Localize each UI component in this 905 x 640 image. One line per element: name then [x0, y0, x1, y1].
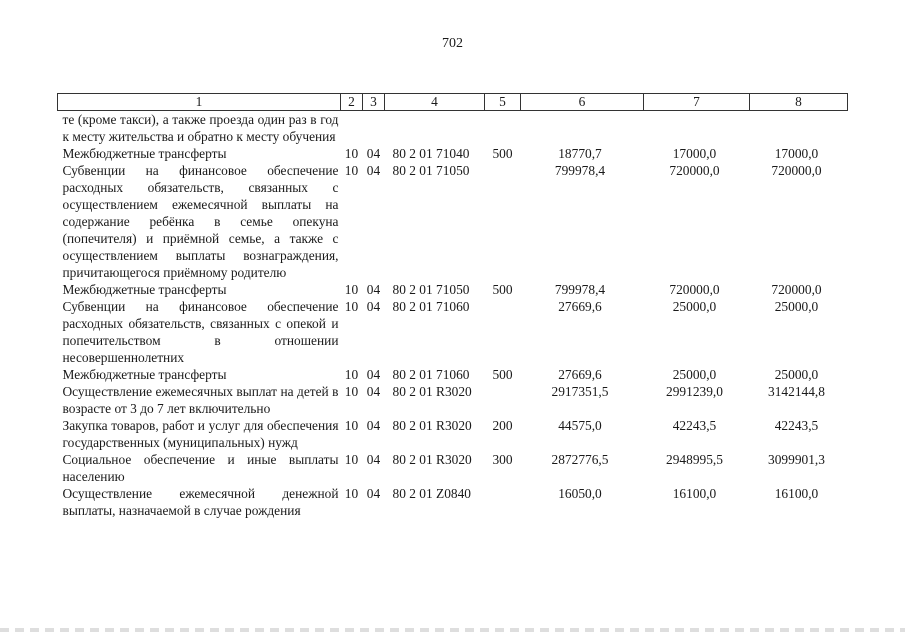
scan-edge-artifact — [0, 628, 905, 632]
row-subsection-cell: 04 — [366, 146, 381, 161]
row-name-cell: Осуществление ежемесячной денежной выплаты, назначаемой в случае рождения — [62, 486, 339, 518]
row-name-cell: Закупка товаров, работ и услуг для обеспечения государственных (муниципальных) нужд — [62, 418, 339, 450]
row-year-1-cell: 799978,4 — [554, 282, 606, 297]
row-year-3-cell: 16100,0 — [774, 486, 819, 501]
row-expense-type-cell: 300 — [492, 452, 513, 467]
row-year-2-cell: 17000,0 — [672, 146, 717, 161]
row-subsection-cell: 04 — [366, 163, 381, 178]
row-year-1-cell: 16050,0 — [558, 486, 602, 501]
row-year-3-cell: 3099901,3 — [768, 452, 825, 467]
row-expense-type-cell — [485, 162, 521, 281]
row-subsection-cell: 04 — [366, 367, 381, 382]
row-target-article-cell: 80 2 01 Z0840 — [392, 486, 471, 501]
row-year-1-cell: 2872776,5 — [551, 452, 609, 467]
table-row — [58, 383, 848, 417]
row-year-2-cell — [644, 111, 750, 146]
row-section-cell: 10 — [344, 418, 359, 433]
row-year-2-cell: 25000,0 — [672, 299, 717, 314]
table-row — [58, 451, 848, 485]
row-year-1-cell: 44575,0 — [558, 418, 602, 433]
table-row — [58, 298, 848, 366]
row-section-cell — [341, 111, 363, 146]
row-year-2-cell: 42243,5 — [672, 418, 717, 433]
row-subsection-cell — [363, 111, 385, 146]
table-row — [58, 145, 848, 162]
row-subsection-cell: 04 — [366, 384, 381, 399]
column-header-expense-type: 5 — [485, 94, 521, 111]
row-subsection-cell: 04 — [366, 486, 381, 501]
row-year-1-cell: 18770,7 — [558, 146, 602, 161]
row-name-cell: Социальное обеспечение и иные выплаты населению — [62, 452, 339, 484]
row-expense-type-cell — [485, 485, 521, 519]
column-header-year-1: 6 — [521, 94, 644, 111]
table-row — [58, 111, 848, 146]
page-number: 702 — [442, 36, 463, 51]
table-body — [58, 111, 848, 520]
row-year-3-cell: 720000,0 — [771, 163, 822, 178]
row-year-3-cell: 3142144,8 — [768, 384, 825, 399]
row-year-3-cell: 42243,5 — [774, 418, 819, 433]
budget-table — [57, 93, 848, 519]
row-name-cell: Межбюджетные трансферты — [62, 282, 227, 297]
row-section-cell: 10 — [344, 282, 359, 297]
row-expense-type-cell — [485, 111, 521, 146]
row-target-article-cell: 80 2 01 R3020 — [392, 384, 472, 399]
row-year-1-cell — [521, 111, 644, 146]
row-year-1-cell: 27669,6 — [558, 367, 602, 382]
row-name-cell: те (кроме такси), а также проезда один раз в год к месту жительства и обратно к месту обучения — [62, 112, 339, 144]
row-name-cell: Межбюджетные трансферты — [62, 367, 227, 382]
row-subsection-cell: 04 — [366, 282, 381, 297]
column-header-year-3: 8 — [750, 94, 848, 111]
row-year-2-cell: 25000,0 — [672, 367, 717, 382]
row-year-2-cell: 2991239,0 — [666, 384, 723, 399]
row-target-article-cell: 80 2 01 R3020 — [392, 418, 472, 433]
row-expense-type-cell — [485, 298, 521, 366]
table-header-row — [58, 94, 848, 111]
table-row — [58, 485, 848, 519]
column-header-target-article: 4 — [385, 94, 485, 111]
column-header-name: 1 — [58, 94, 341, 111]
row-target-article-cell: 80 2 01 R3020 — [392, 452, 472, 467]
row-section-cell: 10 — [344, 486, 359, 501]
row-expense-type-cell: 500 — [492, 367, 513, 382]
row-subsection-cell: 04 — [366, 452, 381, 467]
row-expense-type-cell — [485, 383, 521, 417]
row-target-article-cell: 80 2 01 71060 — [392, 299, 470, 314]
row-year-3-cell: 720000,0 — [771, 282, 822, 297]
row-target-article-cell: 80 2 01 71050 — [392, 282, 470, 297]
row-section-cell: 10 — [344, 146, 359, 161]
table-row — [58, 162, 848, 281]
table-row — [58, 417, 848, 451]
row-section-cell: 10 — [344, 367, 359, 382]
row-section-cell: 10 — [344, 452, 359, 467]
row-year-2-cell: 720000,0 — [669, 163, 720, 178]
row-year-1-cell: 799978,4 — [554, 163, 606, 178]
row-year-2-cell: 2948995,5 — [666, 452, 723, 467]
row-name-cell: Межбюджетные трансферты — [62, 146, 227, 161]
row-section-cell: 10 — [344, 384, 359, 399]
row-name-cell: Субвенции на финансовое обеспечение расходных обязательств, связанных с осуществлением ежемесячной выплаты на содержание ребёнка в семье опекуна (попечителя) и приёмной семье, а также с осуществлением выплаты вознаграждения, причитающегося приёмному родителю — [62, 163, 339, 280]
row-target-article-cell: 80 2 01 71060 — [392, 367, 470, 382]
row-section-cell: 10 — [344, 163, 359, 178]
row-target-article-cell: 80 2 01 71050 — [392, 163, 470, 178]
table-row — [58, 281, 848, 298]
column-header-year-2: 7 — [644, 94, 750, 111]
row-target-article-cell: 80 2 01 71040 — [392, 146, 470, 161]
row-year-2-cell: 16100,0 — [672, 486, 717, 501]
row-year-3-cell: 25000,0 — [774, 367, 819, 382]
row-year-3-cell: 17000,0 — [774, 146, 819, 161]
row-expense-type-cell: 500 — [492, 282, 513, 297]
row-name-cell: Осуществление ежемесячных выплат на детей в возрасте от 3 до 7 лет включительно — [62, 384, 339, 416]
row-year-1-cell: 2917351,5 — [551, 384, 609, 399]
row-target-article-cell — [385, 111, 485, 146]
row-year-1-cell: 27669,6 — [558, 299, 602, 314]
row-year-3-cell: 25000,0 — [774, 299, 819, 314]
row-subsection-cell: 04 — [366, 418, 381, 433]
row-year-3-cell — [750, 111, 848, 146]
row-expense-type-cell: 500 — [492, 146, 513, 161]
row-subsection-cell: 04 — [366, 299, 381, 314]
table-row — [58, 366, 848, 383]
row-expense-type-cell: 200 — [492, 418, 513, 433]
column-header-subsection: 3 — [363, 94, 385, 111]
row-name-cell: Субвенции на финансовое обеспечение расходных обязательств, связанных с опекой и попечительством в отношении несовершеннолетних — [62, 299, 339, 365]
row-section-cell: 10 — [344, 299, 359, 314]
row-year-2-cell: 720000,0 — [669, 282, 720, 297]
column-header-section: 2 — [341, 94, 363, 111]
